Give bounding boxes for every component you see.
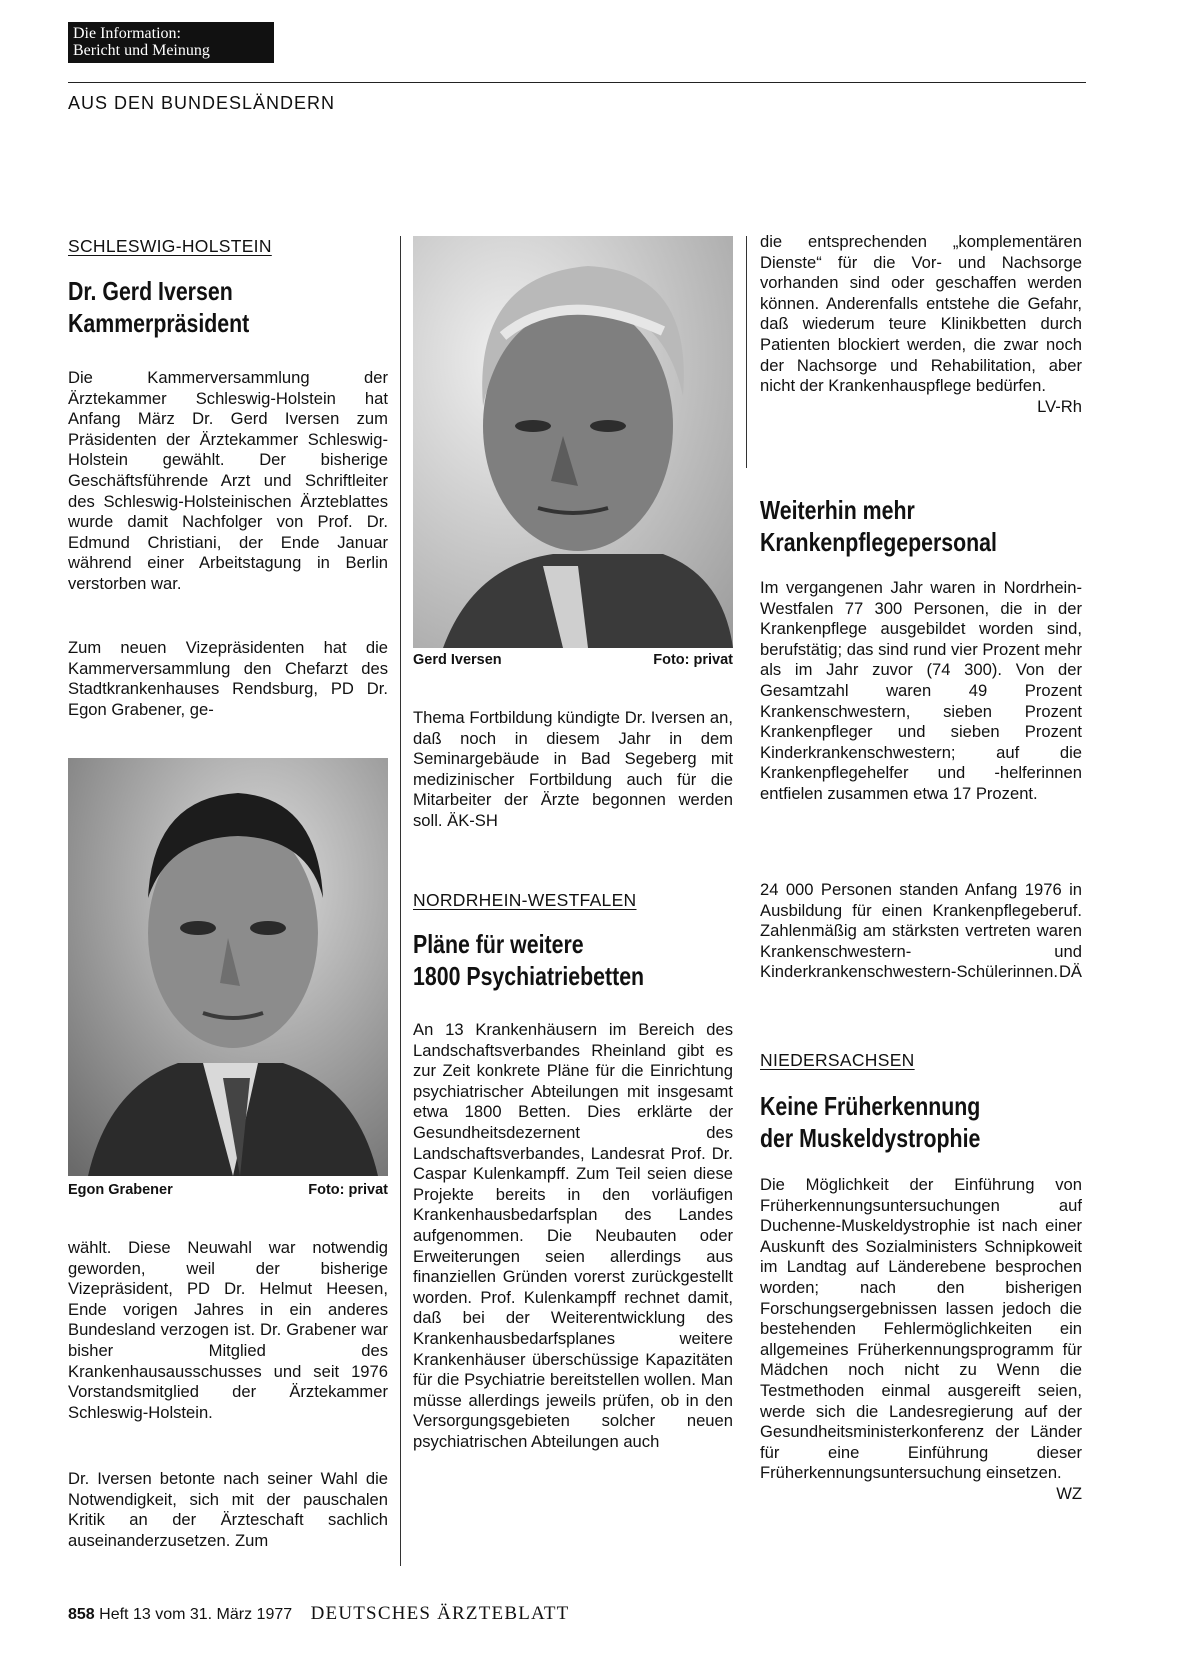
region-label-nordrhein-westfalen: NORDRHEIN-WESTFALEN bbox=[413, 890, 637, 910]
article-paragraph: Thema Fortbildung kündigte Dr. Iversen an, daß noch in diesem Jahr in dem Seminargebäude in Bad Segeberg mit medizinischer Fortbildung auch für die Mitarbeiter der Ärzte begonnen werden soll. bbox=[413, 708, 733, 830]
publication-badge bbox=[68, 22, 274, 63]
headline-line-2: 1800 Psychiatriebetten bbox=[413, 961, 645, 991]
page-number: 858 bbox=[68, 1606, 95, 1623]
caption-name: Egon Grabener bbox=[68, 1182, 173, 1198]
article-paragraph: wählt. Diese Neuwahl war notwendig geworden, weil der bisherige Vizepräsident, PD Dr. Helmut Heesen, Ende vorigen Jahres in ein anderes Bundesland verzogen ist. Dr. Grabener war bisher Mitglied des Krankenhausausschusses und seit 1976 Vorstandsmitglied der Ärztekammer Schleswig-Holstein. bbox=[68, 1238, 388, 1422]
portrait-photo-grabener bbox=[68, 758, 388, 1176]
caption-credit: Foto: privat bbox=[308, 1182, 388, 1198]
author-signature: WZ bbox=[1056, 1483, 1082, 1503]
article-paragraph: Die Kammerversammlung der Ärztekammer Schleswig-Holstein hat Anfang März Dr. Gerd Iversen zum Präsidenten der Ärztekammer Schleswig-Holstein gewählt. Der bisherige Geschäftsführende Arzt und Schriftleiter des Schleswig-Holsteinischen Ärzteblattes wurde damit Nachfolger von Prof. Dr. Edmund Christiani, der Ende Januar während einer Arbeitstagung in Berlin verstorben war. bbox=[68, 368, 388, 593]
article-paragraph: Zum neuen Vizepräsidenten hat die Kammerversammlung den Chefarzt des Stadtkrankenhauses Rendsburg, PD Dr. Egon Grabener, ge- bbox=[68, 638, 388, 719]
header-rule bbox=[68, 82, 1086, 83]
article-paragraph-with-signature bbox=[413, 708, 733, 832]
headline-line-1: Weiterhin mehr bbox=[760, 495, 915, 525]
article-headline-psychiatrie bbox=[413, 928, 733, 992]
portrait-photo-iversen bbox=[413, 236, 733, 648]
badge-line-2: Bericht und Meinung bbox=[73, 42, 210, 59]
magazine-name: DEUTSCHES ÄRZTEBLATT bbox=[310, 1603, 570, 1624]
column-divider-1 bbox=[400, 236, 401, 1566]
headline-line-1: Keine Früherkennung bbox=[760, 1091, 981, 1121]
author-signature: LV-Rh bbox=[1037, 396, 1082, 416]
headline-line-1: Pläne für weitere bbox=[413, 929, 584, 959]
article-paragraph: 24 000 Personen standen Anfang 1976 in Ausbildung für einen Krankenpflegeberuf. Zahlenmäßig am stärksten vertreten waren Krankenschwestern- und Kinderkrankenschwestern-Schülerinnen. bbox=[760, 880, 1082, 982]
portrait-iversen-image bbox=[413, 236, 733, 648]
issue-info: Heft 13 vom 31. März 1977 bbox=[99, 1606, 293, 1623]
article-paragraph: die entsprechenden „komplementären Dienste“ für die Vor- und Nachsorge vorhanden sind oder geschaffen werden können. Anderenfalls entstehe die Gefahr, daß wiederum teure Klinikbetten durch Patienten blockiert werden, die zwar noch der Nachsorge und Rehabilitation, aber nicht der Krankenhauspflege bedürfen. bbox=[760, 232, 1082, 396]
article-paragraph: Im vergangenen Jahr waren in Nordrhein-Westfalen 77 300 Personen, die in der Krankenpflege ausgebildet worden sind, berufstätig; das sind rund vier Prozent mehr als im Jahr zuvor (74 300). Von der Gesamtzahl waren 49 Prozent Krankenschwestern, sieben Prozent Krankenpfleger und sieben Prozent Kinderkrankenschwestern; auf die Krankenpflegehelfer und -helferinnen entfielen zusammen etwa 17 Prozent. bbox=[760, 578, 1082, 803]
article-paragraph: Dr. Iversen betonte nach seiner Wahl die Notwendigkeit, sich mit der pauschalen Kritik an der Ärzteschaft sachlich auseinanderzusetzen. Zum bbox=[68, 1469, 388, 1550]
author-signature: DÄ bbox=[1058, 962, 1082, 982]
page-footer bbox=[68, 1603, 569, 1625]
region-label-niedersachsen: NIEDERSACHSEN bbox=[760, 1050, 915, 1070]
caption-name: Gerd Iversen bbox=[413, 652, 502, 668]
article-paragraph-with-signature bbox=[760, 232, 1082, 417]
article-headline-iversen bbox=[68, 275, 388, 339]
section-title: AUS DEN BUNDESLÄNDERN bbox=[68, 93, 336, 113]
article-paragraph: An 13 Krankenhäusern im Bereich des Landschaftsverbandes Rheinland gibt es zur Zeit konkrete Pläne für die Einrichtung psychiatrischer Abteilungen mit insgesamt etwa 1800 Betten. Dies erklärte der Gesundheitsdezernent des Landschaftsverbandes, Landesrat Prof. Dr. Caspar Kulenkampff. Zum Teil seien diese Projekte bereits in den vorläufigen Krankenhausbedarfsplan des Landes aufgenommen. Die Neubauten oder Erweiterungen seien allerdings aus finanziellen Gründen vorerst zurückgestellt worden. Prof. Kulenkampff rechnet damit, daß bei der Weiterentwicklung des Krankenhausbedarfsplanes weitere Krankenhäuser überschüssige Kapazitäten für die Psychiatrie bereitstellen wollen. Man müsse allerdings jeweils prüfen, ob in den Versorgungsgebieten solcher neuen psychiatrischen Abteilungen auch bbox=[413, 1020, 733, 1451]
photo-caption-iversen bbox=[413, 652, 733, 668]
article-paragraph-with-signature bbox=[760, 880, 1082, 983]
article-paragraph: Die Möglichkeit der Einführung von Früherkennungsuntersuchungen auf Duchenne-Muskeldystrophie ist nach einer Auskunft des Sozialministers Schnipkoweit im Landtag auf Länderebene besprochen worden; nach den bisherigen Forschungsergebnissen lassen jedoch die bestehenden Fehlermöglichkeiten ein allgemeines Früherkennungsprogramm für Mädchen noch nicht zu Wenn die Testmethoden einmal ausgereift seien, werde sich die Landesregierung auf der Gesundheitsministerkonferenz der Länder für eine Einführung dieser Früherkennungsuntersuchung einsetzen. bbox=[760, 1175, 1082, 1483]
column-divider-2 bbox=[746, 236, 747, 468]
badge-line-1: Die Information: bbox=[73, 25, 181, 42]
author-signature: ÄK-SH bbox=[447, 810, 498, 830]
article-paragraph-with-signature bbox=[760, 1175, 1082, 1505]
article-headline-muskeldystrophie bbox=[760, 1090, 1082, 1154]
region-label-schleswig-holstein: SCHLESWIG-HOLSTEIN bbox=[68, 236, 272, 256]
photo-caption-grabener bbox=[68, 1182, 388, 1198]
headline-line-2: Krankenpflegepersonal bbox=[760, 527, 997, 557]
caption-credit: Foto: privat bbox=[653, 652, 733, 668]
headline-line-2: Kammerpräsident bbox=[68, 308, 250, 338]
headline-line-1: Dr. Gerd Iversen bbox=[68, 276, 233, 306]
portrait-grabener-image bbox=[68, 758, 388, 1176]
headline-line-2: der Muskeldystrophie bbox=[760, 1123, 981, 1153]
article-headline-krankenpflege bbox=[760, 494, 1082, 558]
